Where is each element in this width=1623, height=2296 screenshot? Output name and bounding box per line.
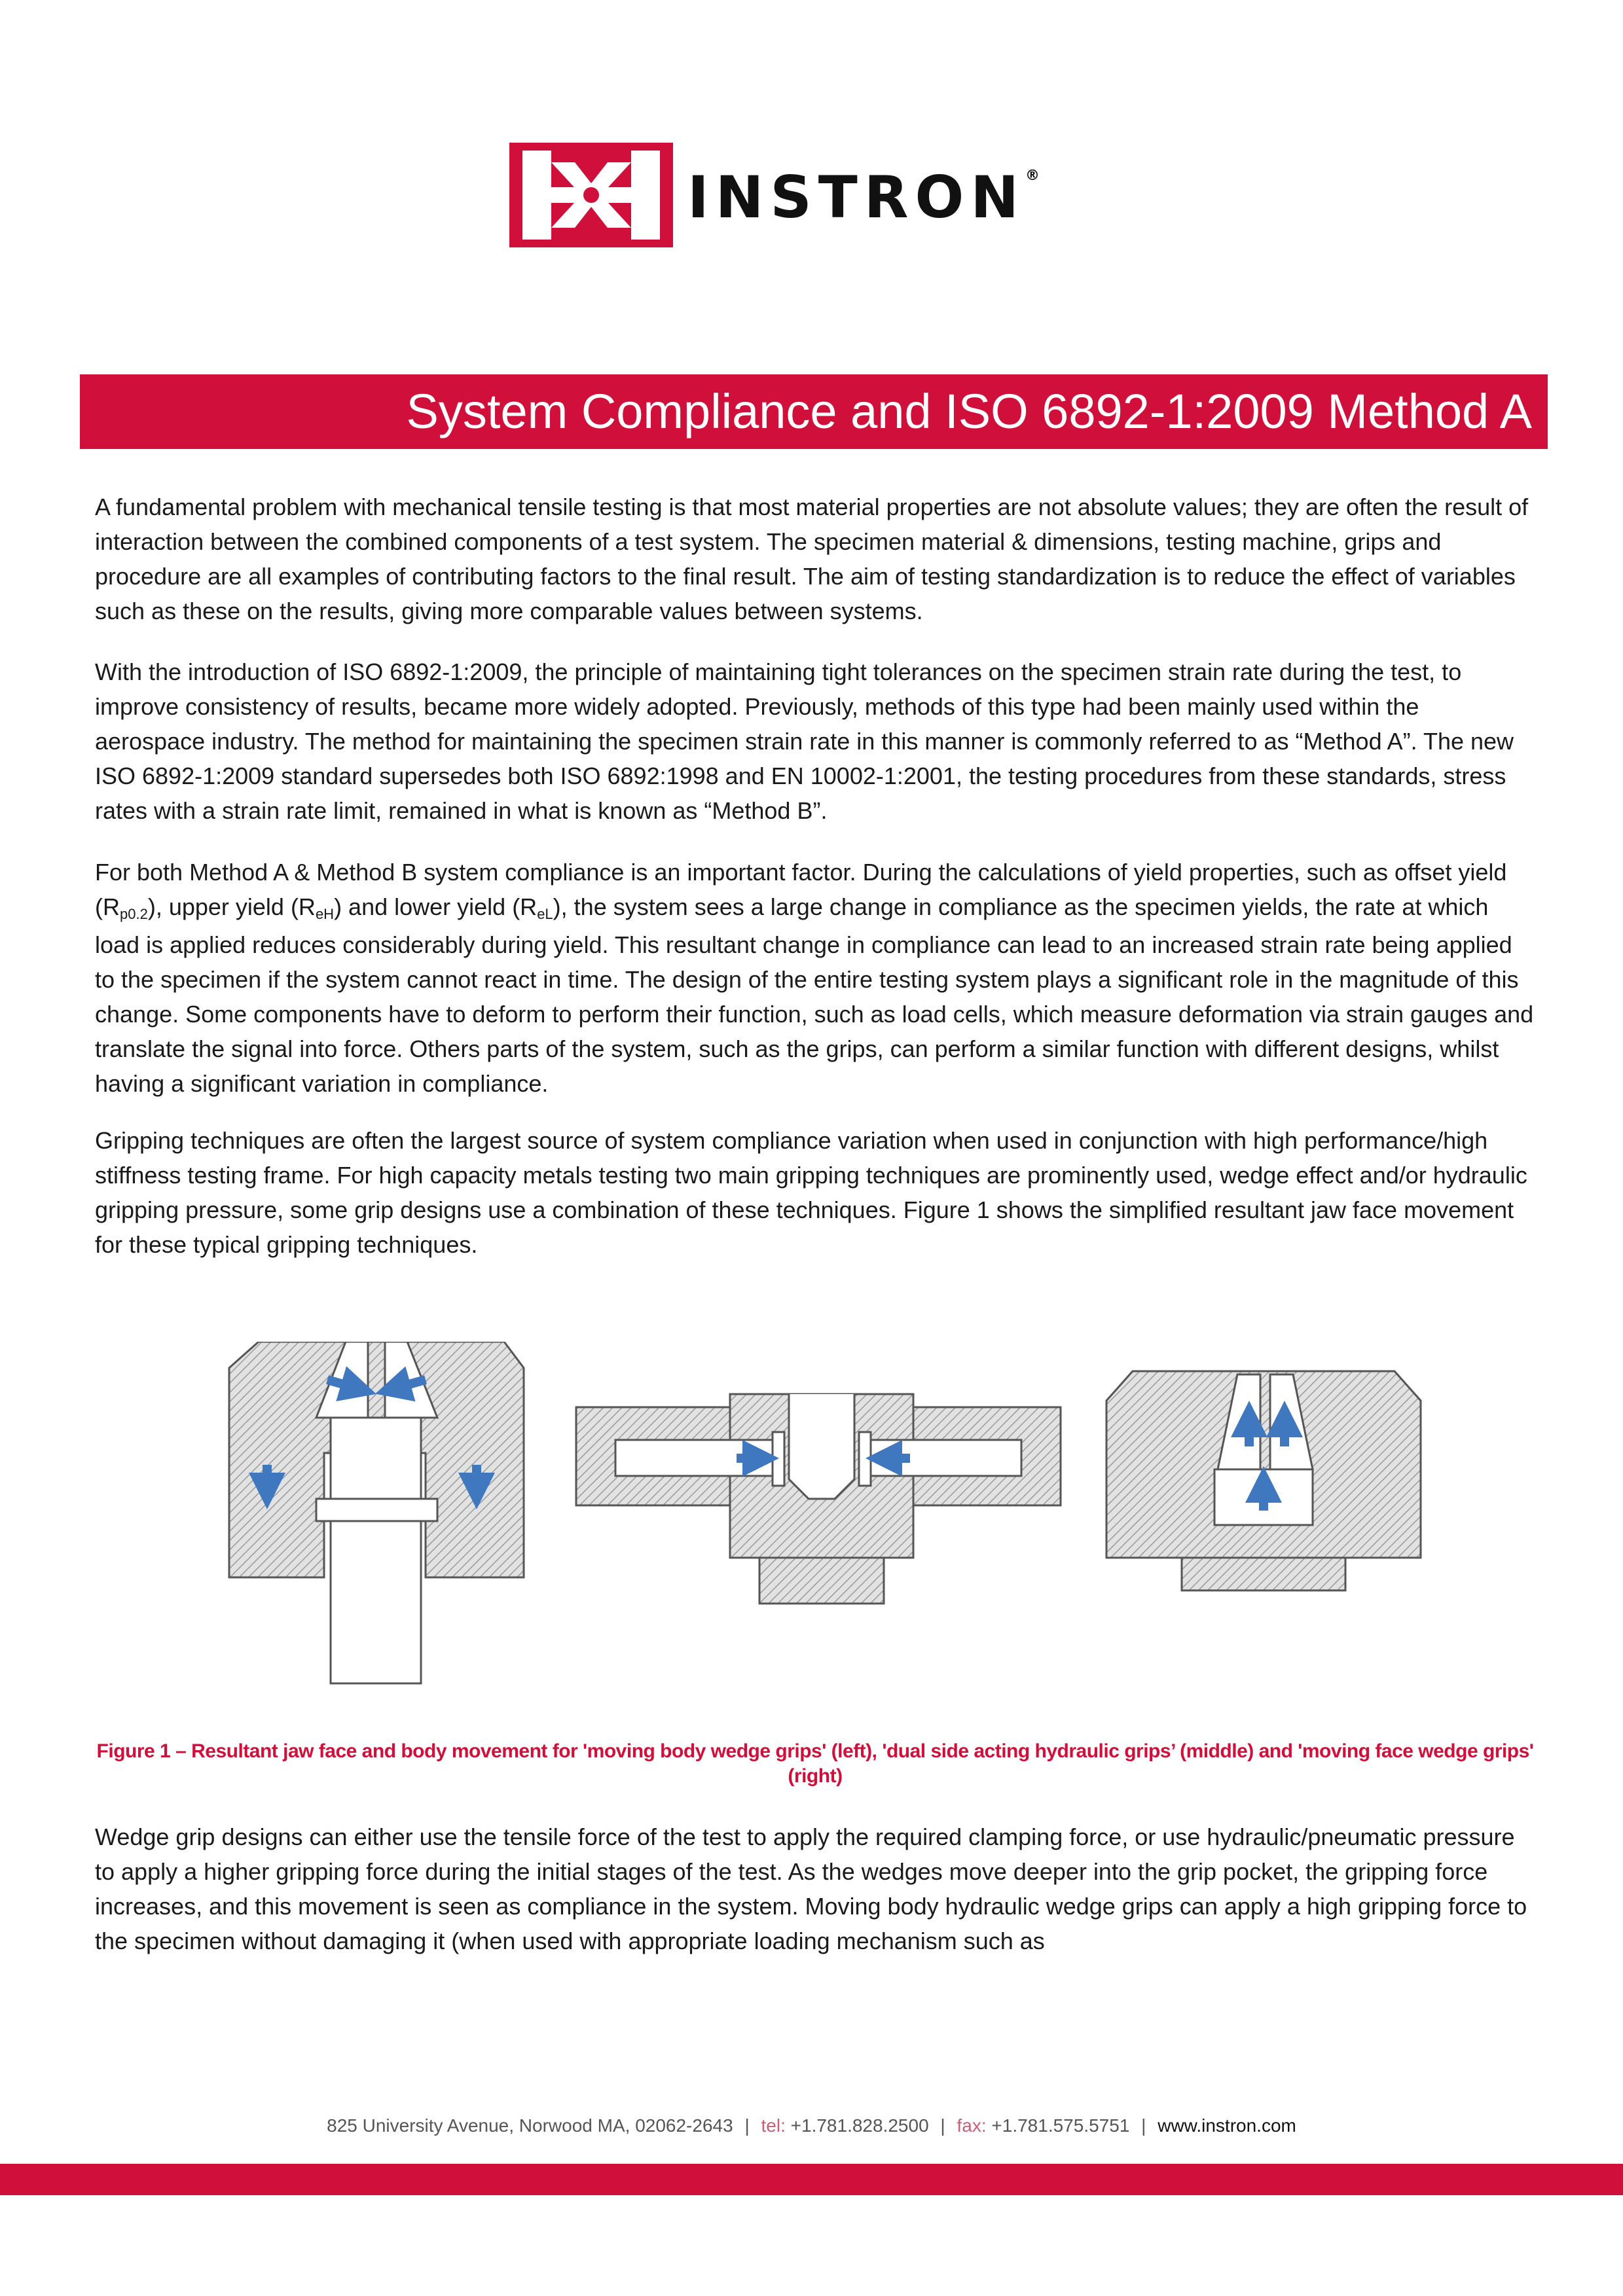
page-title: System Compliance and ISO 6892-1:2009 Method A [406,384,1532,439]
paragraph-gripping-techniques: Gripping techniques are often the largest source of system compliance variation when used in conjunction with high performance/high stiffness testing frame. For high capacity metals testing two main gripping techniques are prominently used, wedge effect and/or hydraulic gripping pressure, some grip designs use a combination of these techniques. Figure 1 shows the simplified resultant jaw face movement for these typical gripping techniques. [95,1127,1527,1258]
footer-address: 825 University Avenue, Norwood MA, 02062-2643 [327,2115,733,2136]
fax-number: +1.781.575.5751 [991,2115,1130,2136]
instron-wordmark: INSTRON® [687,164,1040,231]
dual-side-acting-hydraulic-grip [576,1394,1061,1604]
figure-caption: Figure 1 – Resultant jaw face and body movement for 'moving body wedge grips' (left), 'dual side acting hydraulic grips’ (middle) and 'moving face wedge grips' (right) [96,1740,1534,1787]
website-link[interactable]: www.instron.com [1158,2115,1296,2136]
tel-number: +1.781.828.2500 [790,2115,929,2136]
fax-label: fax: [957,2115,987,2136]
instron-logo [509,143,1066,247]
footer-contact: 825 University Avenue, Norwood MA, 02062-2643 | tel: +1.781.828.2500 | fax: +1.781.575.5751 | www.instron.com [327,2115,1296,2136]
paragraph-intro: A fundamental problem with mechanical tensile testing is that most material properties are not absolute values; they are often the result of interaction between the combined components of a test system. The specimen material & dimensions, testing machine, grips and procedure are all examples of contributing factors to the final result. The aim of testing standardization is to reduce the effect of variables such as these on the results, giving more comparable values between systems. [95,493,1529,624]
paragraph-wedge-grip-designs: Wedge grip designs can either use the tensile force of the test to apply the required clamping force, or use hydraulic/pneumatic pressure to apply a higher gripping force during the initial stages of the test. As the wedges move deeper into the grip pocket, the gripping force increases, and this movement is seen as compliance in the system. Moving body hydraulic wedge grips can apply a high gripping force to the specimen without damaging it (when used with appropriate loading mechanism such as [95,1823,1527,1954]
tel-label: tel: [761,2115,786,2136]
moving-face-wedge-grip [1106,1371,1421,1590]
figure-1-grip-diagrams [196,1342,1453,1708]
paragraph-iso-standard: With the introduction of ISO 6892-1:2009, the principle of maintaining tight tolerances on the specimen strain rate during the test, to improve consistency of results, became more widely adopted. Previously, methods of this type had been mainly used within the aerospace industry. The method for maintaining the specimen strain rate in this manner is commonly referred to as “Method A”. The new ISO 6892-1:2009 standard supersedes both ISO 6892:1998 and EN 10002-1:2001, the testing procedures from these standards, stress rates with a strain rate limit, remained in what is known as “Method B”. [95,658,1514,824]
moving-body-wedge-grip [229,1342,524,1683]
instron-logo-icon [509,143,673,247]
paragraph-system-compliance: For both Method A & Method B system compliance is an important factor. During the calculations of yield properties, such as offset yield $(R_{p0.2})$, upper yield $(R_{eH})$ and lower yield $(R_{eL})$, the system sees a large change in compliance as the specimen yields, the rate at which load is applied reduces considerably during yield. This resultant change in compliance can lead to an increased strain rate being applied to the specimen if the system cannot react in time. The design of the entire testing system plays a significant role in the magnitude of this change. Some components have to deform to perform their function, such as load cells, which measure deformation via strain gauges and translate the signal into force. Others parts of the system, such as the grips, can perform a similar function with different designs, whilst having a significant variation in compliance. [95,859,1534,1097]
title-banner [80,374,1548,449]
footer-bar [0,2164,1623,2195]
